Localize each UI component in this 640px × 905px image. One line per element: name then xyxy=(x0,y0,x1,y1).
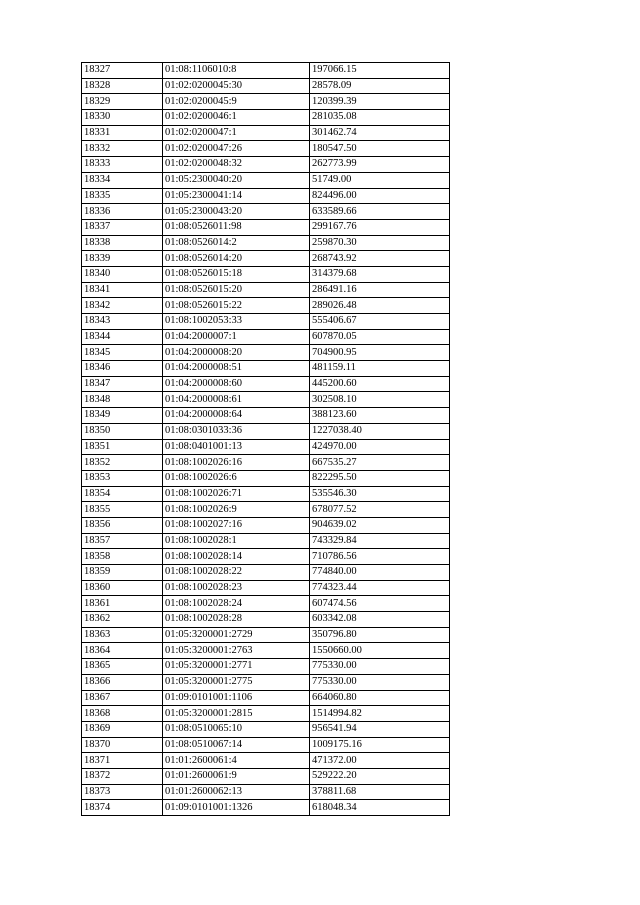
value-cell: 1514994.82 xyxy=(310,706,450,722)
row-number-cell: 18331 xyxy=(82,125,163,141)
row-number-cell: 18348 xyxy=(82,392,163,408)
cadastral-number-cell: 01:08:0526011:98 xyxy=(163,219,310,235)
table-row xyxy=(82,110,450,126)
value-cell: 775330.00 xyxy=(310,659,450,675)
row-number-cell: 18332 xyxy=(82,141,163,157)
row-number-cell: 18366 xyxy=(82,674,163,690)
table-row xyxy=(82,737,450,753)
row-number-cell: 18367 xyxy=(82,690,163,706)
value-cell: 603342.08 xyxy=(310,612,450,628)
cadastral-number-cell: 01:08:1002026:71 xyxy=(163,486,310,502)
row-number-cell: 18356 xyxy=(82,517,163,533)
table-row xyxy=(82,643,450,659)
table-row xyxy=(82,768,450,784)
table-row xyxy=(82,298,450,314)
cadastral-number-cell: 01:08:1002053:33 xyxy=(163,314,310,330)
cadastral-number-cell: 01:08:1002028:22 xyxy=(163,565,310,581)
table-row xyxy=(82,439,450,455)
table-row xyxy=(82,612,450,628)
row-number-cell: 18327 xyxy=(82,63,163,79)
value-cell: 618048.34 xyxy=(310,800,450,816)
value-cell: 775330.00 xyxy=(310,674,450,690)
row-number-cell: 18370 xyxy=(82,737,163,753)
table-row xyxy=(82,188,450,204)
cadastral-number-cell: 01:02:0200045:9 xyxy=(163,94,310,110)
row-number-cell: 18357 xyxy=(82,533,163,549)
value-cell: 180547.50 xyxy=(310,141,450,157)
table-row xyxy=(82,580,450,596)
value-cell: 378811.68 xyxy=(310,784,450,800)
cadastral-number-cell: 01:02:0200048:32 xyxy=(163,157,310,173)
table-row xyxy=(82,596,450,612)
cadastral-number-cell: 01:04:2000008:20 xyxy=(163,345,310,361)
row-number-cell: 18372 xyxy=(82,768,163,784)
value-cell: 197066.15 xyxy=(310,63,450,79)
value-cell: 678077.52 xyxy=(310,502,450,518)
row-number-cell: 18349 xyxy=(82,408,163,424)
table-row xyxy=(82,753,450,769)
row-number-cell: 18342 xyxy=(82,298,163,314)
value-cell: 299167.76 xyxy=(310,219,450,235)
value-cell: 268743.92 xyxy=(310,251,450,267)
row-number-cell: 18333 xyxy=(82,157,163,173)
row-number-cell: 18373 xyxy=(82,784,163,800)
value-cell: 51749.00 xyxy=(310,172,450,188)
table-row xyxy=(82,486,450,502)
table-row xyxy=(82,392,450,408)
row-number-cell: 18364 xyxy=(82,643,163,659)
cadastral-number-cell: 01:02:0200046:1 xyxy=(163,110,310,126)
table-row xyxy=(82,157,450,173)
cadastral-number-cell: 01:05:2300040:20 xyxy=(163,172,310,188)
table-row xyxy=(82,533,450,549)
table-row xyxy=(82,141,450,157)
cadastral-number-cell: 01:04:2000008:64 xyxy=(163,408,310,424)
value-cell: 424970.00 xyxy=(310,439,450,455)
cadastral-number-cell: 01:05:3200001:2763 xyxy=(163,643,310,659)
value-cell: 1009175.16 xyxy=(310,737,450,753)
row-number-cell: 18341 xyxy=(82,282,163,298)
table-row xyxy=(82,423,450,439)
value-cell: 607474.56 xyxy=(310,596,450,612)
value-cell: 281035.08 xyxy=(310,110,450,126)
table-row xyxy=(82,78,450,94)
value-cell: 633589.66 xyxy=(310,204,450,220)
table-row xyxy=(82,706,450,722)
cadastral-number-cell: 01:08:1002026:16 xyxy=(163,455,310,471)
value-cell: 120399.39 xyxy=(310,94,450,110)
cadastral-number-cell: 01:09:0101001:1106 xyxy=(163,690,310,706)
value-cell: 301462.74 xyxy=(310,125,450,141)
row-number-cell: 18353 xyxy=(82,470,163,486)
table-row xyxy=(82,502,450,518)
row-number-cell: 18371 xyxy=(82,753,163,769)
table-row xyxy=(82,266,450,282)
table-row xyxy=(82,282,450,298)
value-cell: 904639.02 xyxy=(310,517,450,533)
table-body xyxy=(82,63,450,816)
cadastral-number-cell: 01:09:0101001:1326 xyxy=(163,800,310,816)
row-number-cell: 18374 xyxy=(82,800,163,816)
table-row xyxy=(82,172,450,188)
row-number-cell: 18351 xyxy=(82,439,163,455)
row-number-cell: 18355 xyxy=(82,502,163,518)
table-row xyxy=(82,800,450,816)
cadastral-number-cell: 01:08:0526015:20 xyxy=(163,282,310,298)
cadastral-number-cell: 01:05:3200001:2771 xyxy=(163,659,310,675)
cadastral-number-cell: 01:04:2000008:60 xyxy=(163,376,310,392)
value-cell: 388123.60 xyxy=(310,408,450,424)
table-row xyxy=(82,219,450,235)
value-cell: 289026.48 xyxy=(310,298,450,314)
value-cell: 481159.11 xyxy=(310,361,450,377)
table-row xyxy=(82,125,450,141)
row-number-cell: 18339 xyxy=(82,251,163,267)
row-number-cell: 18335 xyxy=(82,188,163,204)
row-number-cell: 18336 xyxy=(82,204,163,220)
value-cell: 262773.99 xyxy=(310,157,450,173)
row-number-cell: 18368 xyxy=(82,706,163,722)
value-cell: 1227038.40 xyxy=(310,423,450,439)
table-row xyxy=(82,345,450,361)
row-number-cell: 18352 xyxy=(82,455,163,471)
value-cell: 710786.56 xyxy=(310,549,450,565)
row-number-cell: 18328 xyxy=(82,78,163,94)
value-cell: 302508.10 xyxy=(310,392,450,408)
row-number-cell: 18363 xyxy=(82,627,163,643)
value-cell: 286491.16 xyxy=(310,282,450,298)
row-number-cell: 18337 xyxy=(82,219,163,235)
value-cell: 667535.27 xyxy=(310,455,450,471)
row-number-cell: 18340 xyxy=(82,266,163,282)
table-row xyxy=(82,455,450,471)
cadastral-number-cell: 01:01:2600061:9 xyxy=(163,768,310,784)
cadastral-number-cell: 01:01:2600062:13 xyxy=(163,784,310,800)
table-row xyxy=(82,235,450,251)
row-number-cell: 18346 xyxy=(82,361,163,377)
row-number-cell: 18358 xyxy=(82,549,163,565)
row-number-cell: 18354 xyxy=(82,486,163,502)
value-cell: 774323.44 xyxy=(310,580,450,596)
row-number-cell: 18350 xyxy=(82,423,163,439)
row-number-cell: 18344 xyxy=(82,329,163,345)
row-number-cell: 18359 xyxy=(82,565,163,581)
value-cell: 445200.60 xyxy=(310,376,450,392)
cadastral-number-cell: 01:08:1002028:24 xyxy=(163,596,310,612)
row-number-cell: 18345 xyxy=(82,345,163,361)
value-cell: 822295.50 xyxy=(310,470,450,486)
cadastral-number-cell: 01:08:1002028:14 xyxy=(163,549,310,565)
value-cell: 259870.30 xyxy=(310,235,450,251)
cadastral-number-cell: 01:04:2000008:51 xyxy=(163,361,310,377)
cadastral-value-table xyxy=(81,62,450,816)
table-row xyxy=(82,94,450,110)
table-row xyxy=(82,314,450,330)
cadastral-number-cell: 01:08:0301033:36 xyxy=(163,423,310,439)
value-cell: 471372.00 xyxy=(310,753,450,769)
value-cell: 535546.30 xyxy=(310,486,450,502)
row-number-cell: 18338 xyxy=(82,235,163,251)
cadastral-number-cell: 01:04:2000008:61 xyxy=(163,392,310,408)
cadastral-number-cell: 01:08:0510065:10 xyxy=(163,721,310,737)
cadastral-number-cell: 01:08:1002027:16 xyxy=(163,517,310,533)
value-cell: 774840.00 xyxy=(310,565,450,581)
table-row xyxy=(82,361,450,377)
row-number-cell: 18360 xyxy=(82,580,163,596)
cadastral-number-cell: 01:08:0510067:14 xyxy=(163,737,310,753)
table-row xyxy=(82,784,450,800)
table-row xyxy=(82,470,450,486)
value-cell: 704900.95 xyxy=(310,345,450,361)
cadastral-number-cell: 01:08:0526014:20 xyxy=(163,251,310,267)
row-number-cell: 18334 xyxy=(82,172,163,188)
table-row xyxy=(82,565,450,581)
row-number-cell: 18362 xyxy=(82,612,163,628)
row-number-cell: 18330 xyxy=(82,110,163,126)
value-cell: 529222.20 xyxy=(310,768,450,784)
table-row xyxy=(82,408,450,424)
cadastral-number-cell: 01:05:2300043:20 xyxy=(163,204,310,220)
cadastral-number-cell: 01:05:3200001:2729 xyxy=(163,627,310,643)
table-row xyxy=(82,659,450,675)
cadastral-number-cell: 01:08:0526015:18 xyxy=(163,266,310,282)
value-cell: 350796.80 xyxy=(310,627,450,643)
table-row xyxy=(82,251,450,267)
table-row xyxy=(82,376,450,392)
row-number-cell: 18329 xyxy=(82,94,163,110)
cadastral-number-cell: 01:05:3200001:2775 xyxy=(163,674,310,690)
value-cell: 664060.80 xyxy=(310,690,450,706)
value-cell: 314379.68 xyxy=(310,266,450,282)
cadastral-number-cell: 01:08:1002028:28 xyxy=(163,612,310,628)
cadastral-number-cell: 01:02:0200047:26 xyxy=(163,141,310,157)
row-number-cell: 18369 xyxy=(82,721,163,737)
row-number-cell: 18347 xyxy=(82,376,163,392)
cadastral-number-cell: 01:08:1002028:1 xyxy=(163,533,310,549)
cadastral-number-cell: 01:04:2000007:1 xyxy=(163,329,310,345)
value-cell: 607870.05 xyxy=(310,329,450,345)
cadastral-number-cell: 01:05:3200001:2815 xyxy=(163,706,310,722)
row-number-cell: 18365 xyxy=(82,659,163,675)
cadastral-number-cell: 01:08:0526014:2 xyxy=(163,235,310,251)
cadastral-number-cell: 01:08:0526015:22 xyxy=(163,298,310,314)
table-row xyxy=(82,690,450,706)
value-cell: 824496.00 xyxy=(310,188,450,204)
cadastral-number-cell: 01:01:2600061:4 xyxy=(163,753,310,769)
value-cell: 743329.84 xyxy=(310,533,450,549)
cadastral-number-cell: 01:02:0200045:30 xyxy=(163,78,310,94)
cadastral-number-cell: 01:08:1002026:6 xyxy=(163,470,310,486)
table-row xyxy=(82,627,450,643)
value-cell: 555406.67 xyxy=(310,314,450,330)
table-row xyxy=(82,517,450,533)
table-row xyxy=(82,549,450,565)
value-cell: 1550660.00 xyxy=(310,643,450,659)
table-row xyxy=(82,329,450,345)
table-row xyxy=(82,674,450,690)
cadastral-number-cell: 01:08:1106010:8 xyxy=(163,63,310,79)
table-row xyxy=(82,721,450,737)
cadastral-number-cell: 01:05:2300041:14 xyxy=(163,188,310,204)
value-cell: 956541.94 xyxy=(310,721,450,737)
cadastral-number-cell: 01:08:0401001:13 xyxy=(163,439,310,455)
row-number-cell: 18361 xyxy=(82,596,163,612)
cadastral-number-cell: 01:08:1002028:23 xyxy=(163,580,310,596)
table-row xyxy=(82,204,450,220)
row-number-cell: 18343 xyxy=(82,314,163,330)
cadastral-number-cell: 01:02:0200047:1 xyxy=(163,125,310,141)
cadastral-number-cell: 01:08:1002026:9 xyxy=(163,502,310,518)
table-row xyxy=(82,63,450,79)
value-cell: 28578.09 xyxy=(310,78,450,94)
